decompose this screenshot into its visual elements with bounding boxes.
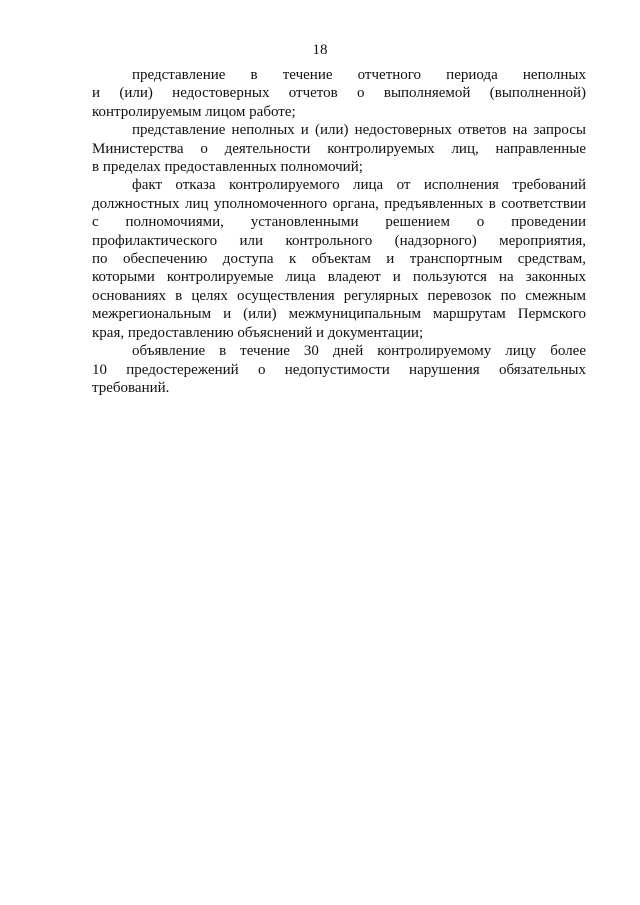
text-line: представление в течение отчетного периода неполных: [132, 67, 586, 83]
text-line: с полномочиями, установленными решением о проведении: [92, 214, 586, 231]
page-number: 18: [312, 42, 328, 58]
text-line: должностных лиц уполномоченного органа, предъявленных в соответствии: [92, 195, 586, 212]
text-line: по обеспечению доступа к объектам и транспортным средствам,: [92, 251, 586, 268]
paragraph: [92, 176, 586, 342]
text-line: Министерства о деятельности контролируемых лиц, направленные: [92, 140, 586, 157]
document-body: [92, 66, 586, 397]
text-line: которыми контролируемые лица владеют и пользуются на законных: [92, 269, 586, 286]
text-line: объявление в течение 30 дней контролируемому лицу более: [132, 343, 586, 360]
paragraph: [92, 121, 586, 176]
paragraph: [92, 66, 586, 121]
text-line: основаниях в целях осуществления регулярных перевозок по смежным: [92, 287, 586, 304]
text-line: факт отказа контролируемого лица от исполнения требований: [132, 177, 586, 194]
text-line: межрегиональным и (или) межмуниципальным маршрутам Пермского: [92, 306, 586, 323]
text-line: контролируемым лицом работе;: [92, 103, 296, 120]
text-line: профилактического или контрольного (надзорного) мероприятия,: [92, 232, 586, 249]
text-line: представление неполных и (или) недостоверных ответов на запросы: [132, 122, 586, 139]
text-line: 10 предостережений о недопустимости нарушения обязательных: [92, 361, 586, 378]
text-line: и (или) недостоверных отчетов о выполняемой (выполненной): [92, 85, 586, 102]
text-line: края, предоставлению объяснений и документации;: [92, 324, 424, 341]
text-line: требований.: [92, 379, 170, 396]
text-line: в пределах предоставленных полномочий;: [92, 159, 363, 176]
paragraph: [92, 342, 586, 397]
